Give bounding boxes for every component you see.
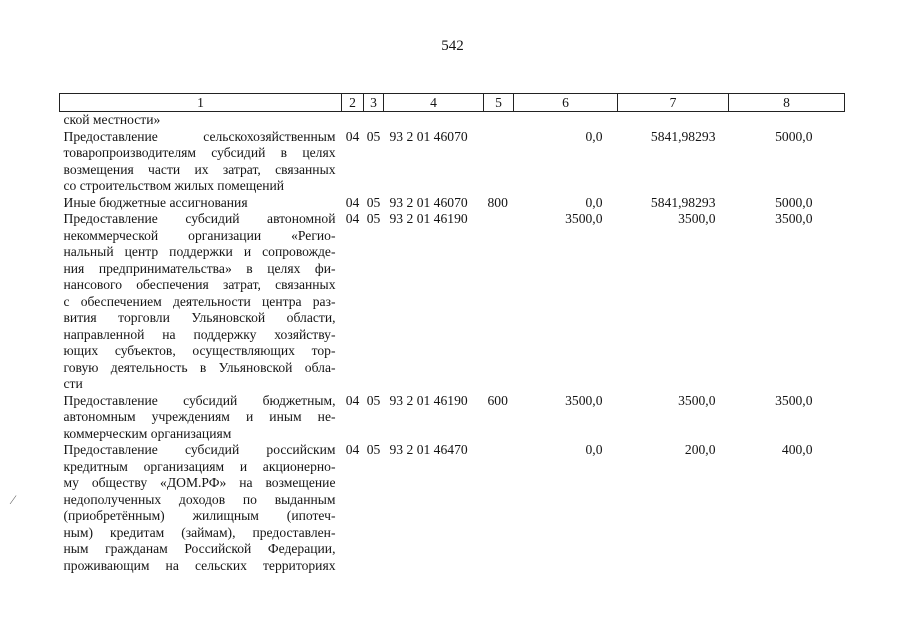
description-line: Предоставление сельскохозяйственным	[63, 128, 336, 144]
description-line: ния предпринимательства» в целях фи-	[63, 260, 336, 276]
description-line: возмещения части их затрат, связанных	[63, 161, 336, 177]
row-value-col7: 5841,98293	[650, 128, 716, 144]
row-section: 04	[345, 211, 360, 226]
row-value-col6: 0,0	[585, 442, 603, 457]
header-col-3: 3	[364, 94, 384, 112]
row-expense-type: 800	[487, 194, 508, 210]
description-line: кредитным организациям и акционерно-	[63, 458, 336, 474]
row-section: 04	[345, 128, 360, 144]
row-section: 04	[345, 442, 360, 457]
page-number: 542	[441, 38, 464, 54]
row-expense-type	[484, 129, 514, 195]
table-row	[60, 195, 845, 212]
row-description	[60, 442, 342, 574]
header-col-1: 1	[60, 94, 342, 112]
row-subsection: 05	[366, 211, 381, 226]
row-value-col8: 5000,0	[775, 128, 813, 144]
row-section: 04	[345, 194, 360, 210]
header-col-8: 8	[729, 94, 845, 112]
row-value-col6	[514, 112, 618, 129]
row-value-col6: 3500,0	[565, 392, 603, 408]
row-value-col7: 3500,0	[678, 392, 716, 408]
table-row	[60, 442, 845, 574]
table-header	[60, 94, 845, 112]
description-line: (приобретённым) жилищным (ипотеч-	[63, 508, 336, 523]
description-line: Предоставление субсидий бюджетным,	[63, 392, 336, 408]
row-value-col6: 0,0	[585, 194, 603, 210]
description-line: сти	[63, 376, 83, 391]
header-col-2: 2	[342, 94, 364, 112]
header-col-5: 5	[484, 94, 514, 112]
description-line: Предоставление субсидий автономной	[63, 211, 336, 226]
row-section: 04	[345, 392, 360, 408]
row-subsection: 05	[366, 128, 381, 144]
description-line: автономным учреждениям и иным не-	[63, 409, 336, 424]
table-row	[60, 112, 845, 129]
description-line: ющих субъектов, осуществляющих тор-	[63, 343, 336, 358]
row-value-col8: 5000,0	[775, 194, 813, 210]
description-line: нальный центр поддержки и сопровожде-	[63, 244, 336, 259]
budget-table	[59, 93, 845, 574]
description-line: товаропроизводителям субсидий в целях	[63, 145, 336, 160]
row-expense-type	[484, 211, 514, 393]
description-line: проживающим на сельских территориях	[63, 557, 336, 573]
row-value-col7: 200,0	[684, 442, 716, 457]
row-target-article: 93 2 01 46070	[389, 128, 468, 144]
row-value-col7	[618, 112, 729, 129]
description-line: ным) кредитам (займам), предоставлен-	[63, 524, 336, 540]
description-line: нансового обеспечения затрат, связанных	[63, 277, 336, 292]
row-value-col6: 3500,0	[565, 211, 603, 226]
description-line: ным гражданам Российской Федерации,	[63, 541, 336, 556]
row-description	[60, 112, 342, 129]
row-value-col6: 0,0	[585, 128, 603, 144]
table-row	[60, 393, 845, 443]
description-line: недополученных доходов по выданным	[63, 491, 336, 507]
row-subsection: 05	[366, 194, 381, 210]
description-line: Предоставление субсидий российским	[63, 442, 336, 457]
row-subsection: 05	[366, 392, 381, 408]
description-line: ской местности»	[63, 112, 161, 127]
row-value-col8	[729, 112, 845, 129]
header-col-7: 7	[618, 94, 729, 112]
header-col-4: 4	[384, 94, 484, 112]
row-target-article: 93 2 01 46470	[389, 442, 468, 457]
row-target-article: 93 2 01 46070	[389, 194, 468, 210]
description-line: говую деятельность в Ульяновской обла-	[63, 359, 336, 375]
row-description	[60, 393, 342, 443]
description-line: некоммерческой организации «Регио-	[63, 227, 336, 243]
row-section	[342, 112, 364, 129]
row-target-article: 93 2 01 46190	[389, 392, 468, 408]
description-line: вития торговли Ульяновской области,	[63, 310, 336, 325]
row-expense-type: 600	[487, 392, 508, 408]
description-line: Иные бюджетные ассигнования	[63, 194, 248, 210]
row-description	[60, 195, 342, 212]
description-line: с обеспечением деятельности центра раз-	[63, 293, 336, 309]
table-body	[60, 112, 845, 575]
description-line: коммерческим организациям	[63, 425, 232, 441]
row-subsection: 05	[366, 442, 381, 457]
description-line: му обществу «ДОМ.РФ» на возмещение	[63, 475, 336, 490]
row-value-col7: 5841,98293	[650, 194, 716, 210]
row-expense-type	[484, 442, 514, 574]
row-description	[60, 129, 342, 195]
description-line: со строительством жилых помещений	[63, 178, 285, 193]
table-row	[60, 129, 845, 195]
row-target-article: 93 2 01 46190	[389, 211, 468, 226]
table-row	[60, 211, 845, 393]
row-value-col8: 3500,0	[775, 211, 813, 226]
scan-mark: ⁄	[12, 492, 15, 507]
row-expense-type	[484, 112, 514, 129]
row-subsection	[364, 112, 384, 129]
row-value-col8: 3500,0	[775, 392, 813, 408]
row-target-article	[384, 112, 484, 129]
header-col-6: 6	[514, 94, 618, 112]
row-description	[60, 211, 342, 393]
row-value-col7: 3500,0	[678, 211, 716, 226]
row-value-col8: 400,0	[781, 442, 813, 457]
description-line: направленной на поддержку хозяйству-	[63, 326, 336, 342]
